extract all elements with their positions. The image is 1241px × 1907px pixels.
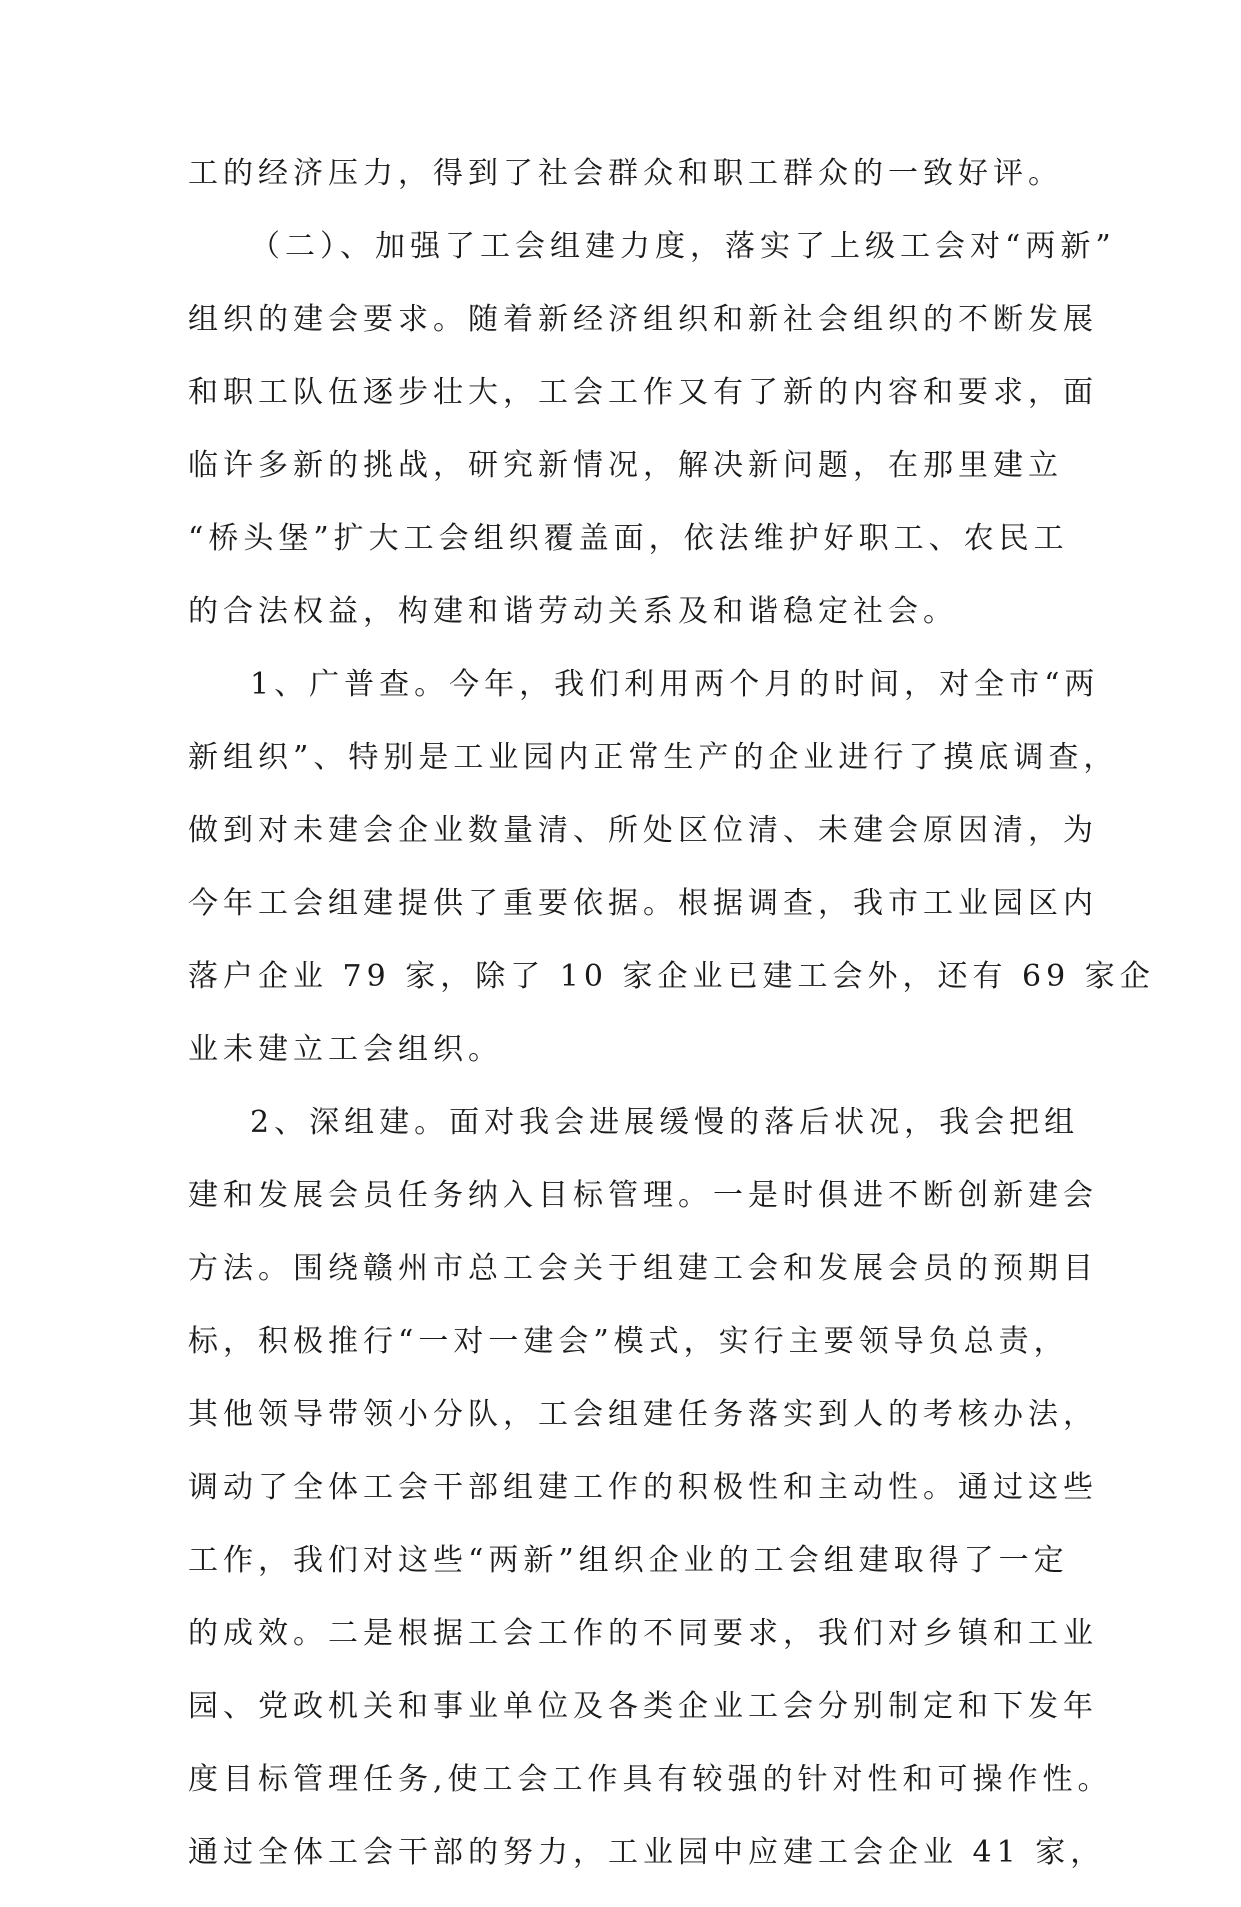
text-line: 建和发展会员任务纳入目标管理。一是时俱进不断创新建会 <box>188 1178 1098 1213</box>
text-line: 调动了全体工会干部组建工作的积极性和主动性。通过这些 <box>188 1470 1098 1505</box>
text-line: 的合法权益，构建和谐劳动关系及和谐稳定社会。 <box>188 594 958 629</box>
text-line: 今年工会组建提供了重要依据。根据调查，我市工业园区内 <box>188 886 1098 921</box>
text-line: 组织的建会要求。随着新经济组织和新社会组织的不断发展 <box>188 302 1098 337</box>
section-heading-line: （二）、加强了工会组建力度，落实了上级工会对“两新” <box>250 229 1116 264</box>
text-line: 度目标管理任务,使工会工作具有较强的针对性和可操作性。 <box>188 1762 1113 1797</box>
text-line: 新组织”、特别是工业园内正常生产的企业进行了摸底调查， <box>188 740 1119 775</box>
text-line: 园、党政机关和事业单位及各类企业工会分别制定和下发年 <box>188 1689 1098 1724</box>
text-line: “桥头堡”扩大工会组织覆盖面，依法维护好职工、农民工 <box>188 521 1069 556</box>
text-line: 和职工队伍逐步壮大，工会工作又有了新的内容和要求，面 <box>188 375 1098 410</box>
text-line: 业未建立工会组织。 <box>188 1032 503 1067</box>
paragraph-start-line: 2、深组建。面对我会进展缓慢的落后状况，我会把组 <box>250 1105 1080 1140</box>
text-line: 工作，我们对这些“两新”组织企业的工会组建取得了一定 <box>188 1543 1069 1578</box>
text-line: 标，积极推行“一对一建会”模式，实行主要领导负总责， <box>188 1324 1069 1359</box>
paragraph-start-line: 1、广普查。今年，我们利用两个月的时间，对全市“两 <box>250 667 1100 702</box>
body-text <box>188 155 1155 1907</box>
text-line: 通过全体工会干部的努力，工业园中应建工会企业 41 家， <box>188 1835 1106 1870</box>
text-line: 其他领导带领小分队，工会组建任务落实到人的考核办法， <box>188 1397 1098 1432</box>
text-line: 工的经济压力，得到了社会群众和职工群众的一致好评。 <box>188 156 1063 191</box>
text-line: 做到对未建会企业数量清、所处区位清、未建会原因清，为 <box>188 813 1098 848</box>
text-line: 的成效。二是根据工会工作的不同要求，我们对乡镇和工业 <box>188 1616 1098 1651</box>
text-line: 方法。围绕赣州市总工会关于组建工会和发展会员的预期目 <box>188 1251 1098 1286</box>
text-line: 临许多新的挑战，研究新情况，解决新问题，在那里建立 <box>188 448 1063 483</box>
text-line: 落户企业 79 家，除了 10 家企业已建工会外，还有 69 家企 <box>188 959 1155 994</box>
